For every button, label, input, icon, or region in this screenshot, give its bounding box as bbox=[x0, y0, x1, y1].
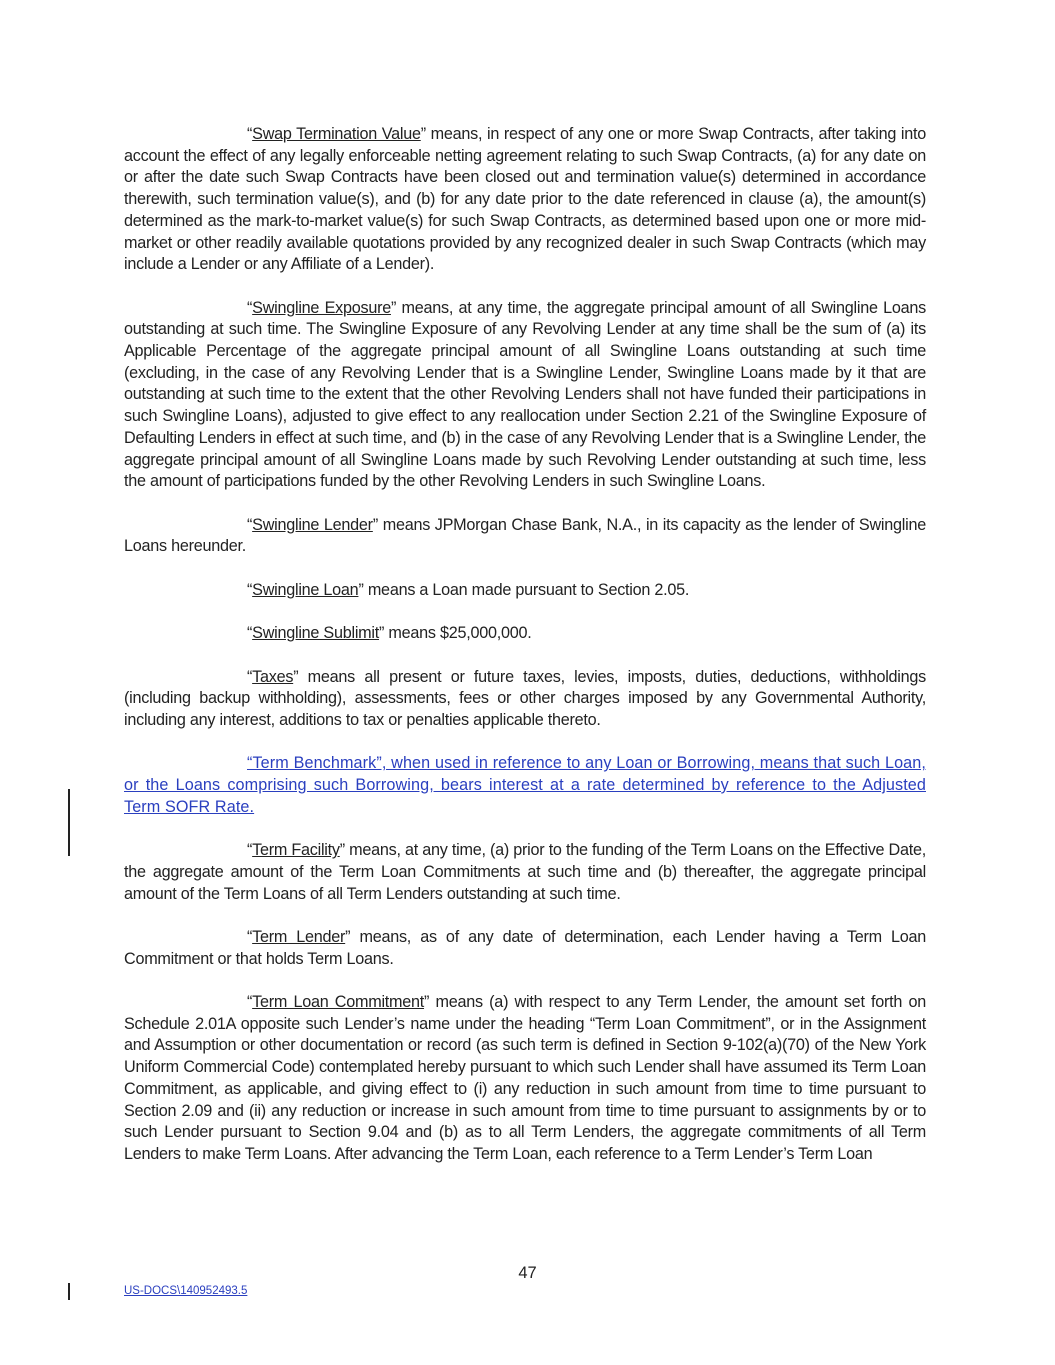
defined-term: Swingline Sublimit bbox=[252, 624, 379, 643]
close-quote: ” bbox=[379, 624, 385, 643]
definition-taxes bbox=[124, 667, 926, 732]
change-bar-inserted-definition bbox=[68, 789, 70, 856]
open-quote: “ bbox=[247, 298, 253, 317]
open-quote: “ bbox=[247, 992, 253, 1011]
open-quote: “ bbox=[247, 624, 253, 643]
inserted-definition-text: “Term Benchmark”, when used in reference to any Loan or Borrowing, means that such Loan, or the Loans comprising such Borrowing, bears interest at a rate determined by reference to the Adjusted Term SOFR Rate. bbox=[124, 754, 926, 816]
definition-term-facility bbox=[124, 840, 926, 905]
definition-text: means JPMorgan Chase Bank, N.A., in its capacity as the lender of Swingline Loans hereunder. bbox=[124, 515, 926, 556]
definition-swingline-loan bbox=[124, 580, 926, 602]
definitions-body bbox=[124, 124, 926, 1187]
defined-term: Term Loan Commitment bbox=[252, 992, 425, 1011]
definition-text: means, as of any date of determination, each Lender having a Term Loan Commitment or that holds Term Loans. bbox=[124, 927, 926, 968]
definition-term-lender bbox=[124, 927, 926, 970]
close-quote: ” bbox=[420, 125, 426, 143]
open-quote: “ bbox=[247, 580, 253, 599]
definition-term-benchmark-inserted bbox=[124, 753, 926, 818]
close-quote: ” bbox=[390, 298, 397, 317]
open-quote: “ bbox=[247, 841, 253, 860]
definition-text: means all present or future taxes, levies, imposts, duties, deductions, withholdings (including backup withholding), assessments, fees or other charges imposed by any Governmental Authority, including any interest, additions to tax or penalties applicable thereto. bbox=[124, 667, 926, 729]
defined-term: Swingline Exposure bbox=[252, 298, 391, 317]
defined-term: Swingline Lender bbox=[252, 515, 373, 534]
definition-swingline-lender bbox=[124, 515, 926, 558]
open-quote: “ bbox=[247, 125, 253, 143]
defined-term: Taxes bbox=[252, 667, 294, 686]
document-id-link[interactable]: US-DOCS\140952493.5 bbox=[124, 1285, 248, 1297]
close-quote: ” bbox=[339, 841, 345, 860]
close-quote: ” bbox=[293, 667, 299, 686]
definition-swingline-exposure bbox=[124, 298, 926, 493]
defined-term: Swingline Loan bbox=[252, 580, 359, 599]
definition-text: means, in respect of any one or more Swap Contracts, after taking into account the effect of any legally enforceable netting agreement relating to such Swap Contracts, (a) for any date on or after the date such Swap Contracts have been closed out and termination value(s) determined in accordance therewith, such termination value(s), and (b) for any date prior to the date referenced in clause (a), the amount(s) determined as the mark-to-market value(s) for such Swap Contracts, as determined based upon one or more mid-market or other readily available quotations provided by any recognized dealer in such Swap Contracts (which may include a Lender or any Affiliate of a Lender). bbox=[124, 125, 926, 274]
close-quote: ” bbox=[372, 515, 378, 534]
open-quote: “ bbox=[247, 515, 253, 534]
close-quote: ” bbox=[358, 580, 364, 599]
definition-text: means, at any time, (a) prior to the funding of the Term Loans on the Effective Date, the aggregate amount of the Term Loan Commitments at such time and (b) thereafter, the aggregate principal amount of the Term Loans of all Term Lenders outstanding at such time. bbox=[124, 841, 926, 903]
definition-text: means a Loan made pursuant to Section 2.05. bbox=[363, 580, 690, 599]
close-quote: ” bbox=[345, 927, 351, 946]
page-number: 47 bbox=[518, 1264, 537, 1282]
defined-term: Term Lender bbox=[252, 927, 346, 946]
open-quote: “ bbox=[247, 667, 253, 686]
defined-term: Swap Termination Value bbox=[252, 125, 421, 143]
change-bar-footer bbox=[68, 1283, 70, 1300]
definition-text: means, at any time, the aggregate principal amount of all Swingline Loans outstanding at such time. The Swingline Exposure of any Revolving Lender at any time shall be the sum of (a) its Applicable Percentage of the aggregate principal amount of all Swingline Loans outstanding at such time (excluding, in the case of any Revolving Lender that is a Swingline Lender, Swingline Loans made by it that are outstanding at such time to the extent that the other Revolving Lenders shall not have funded their participations in such Swingline Loans), adjusted to give effect to any reallocation under Section 2.21 of the Swingline Exposure of Defaulting Lenders in effect at such time, and (b) in the case of any Revolving Lender that is a Swingline Lender, the aggregate principal amount of all Swingline Loans made by such Revolving Lender outstanding at such time, less the amount of participations funded by the other Revolving Lenders in such Swingline Loans. bbox=[124, 298, 926, 491]
definition-swap-termination-value bbox=[124, 124, 926, 276]
open-quote: “ bbox=[247, 927, 253, 946]
definition-term-loan-commitment bbox=[124, 992, 926, 1166]
definition-text: means $25,000,000. bbox=[384, 624, 532, 643]
definition-text: means (a) with respect to any Term Lender, the amount set forth on Schedule 2.01A opposite such Lender’s name under the heading “Term Loan Commitment”, or in the Assignment and Assumption or other documentation or record (as such term is defined in Section 9-102(a)(70) of the New York Uniform Commercial Code) contemplated hereby pursuant to which such Lender shall have assumed its Term Loan Commitment, as applicable, and giving effect to (i) any reduction in such amount from time to time pursuant to Section 2.09 and (ii) any reduction or increase in such amount from time to time pursuant to assignments by or to such Lender pursuant to Section 9.04 and (b) as to all Term Lenders, the aggregate commitments of all Term Lenders to make Term Loans. After advancing the Term Loan, each reference to a Term Lender’s Term Loan bbox=[124, 992, 926, 1163]
definition-swingline-sublimit bbox=[124, 623, 926, 645]
close-quote: ” bbox=[424, 992, 430, 1011]
defined-term: Term Facility bbox=[252, 841, 340, 860]
